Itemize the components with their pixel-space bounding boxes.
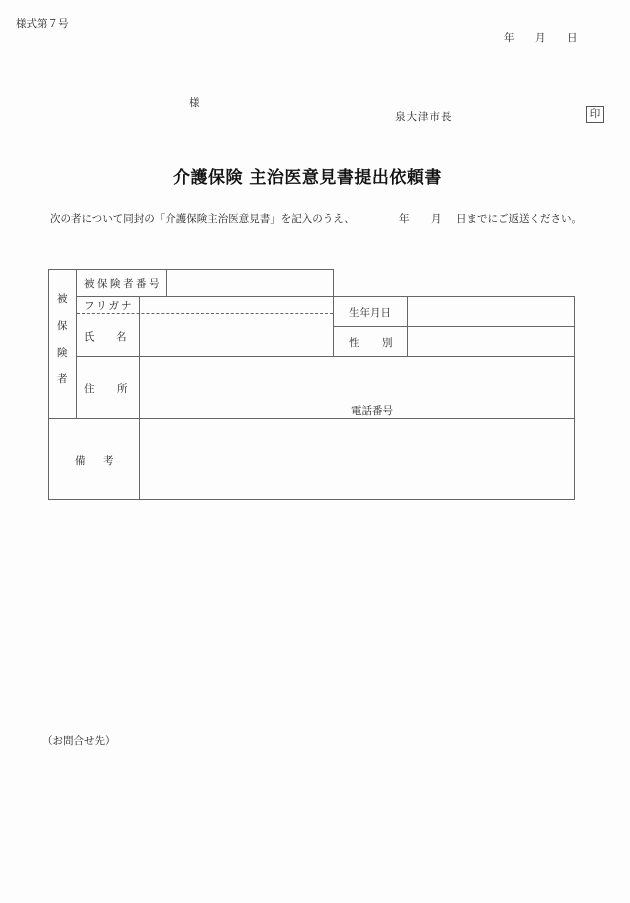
remarks-label-2: 考: [103, 455, 114, 467]
seal-mark: 印: [586, 106, 604, 123]
remarks-label-1: 備: [75, 455, 86, 467]
page-title: 介護保険 主治医意見書提出依頼書: [173, 168, 442, 188]
insured-number-label: 被保険者番号: [84, 278, 162, 290]
issuer-name: 泉大津市長: [395, 111, 453, 123]
contact-label: （お問合せ先）: [42, 735, 116, 747]
date-day-label: 日: [567, 32, 578, 44]
due-year-label: 年: [399, 213, 410, 225]
birthdate-field[interactable]: [408, 297, 574, 326]
date-year-label: 年: [504, 32, 515, 44]
remarks-field[interactable]: [140, 419, 574, 499]
date-month-label: 月: [535, 32, 546, 44]
address-label-1: 住: [84, 383, 95, 395]
phone-field[interactable]: [400, 400, 574, 417]
addressee-suffix: 様: [189, 97, 200, 109]
insured-number-field[interactable]: [167, 270, 333, 296]
name-field[interactable]: [140, 314, 333, 356]
sex-field[interactable]: [408, 327, 574, 356]
instruction-text: 次の者について同封の「介護保険主治医意見書」を記入のうえ、: [50, 213, 355, 225]
insured-group-label-3: 険: [57, 347, 68, 359]
due-month-label: 月: [431, 213, 442, 225]
sex-label-1: 性: [349, 337, 360, 349]
furigana-label: フリガナ: [84, 300, 134, 312]
phone-label: 電話番号: [351, 405, 393, 417]
address-field[interactable]: [140, 357, 574, 397]
insured-group-label-4: 者: [57, 373, 68, 385]
name-label-1: 氏: [84, 331, 95, 343]
birthdate-label: 生年月日: [349, 307, 391, 319]
due-day-text: 日までにご返送ください。: [456, 213, 582, 225]
sex-label-2: 別: [382, 337, 393, 349]
name-label-2: 名: [116, 331, 127, 343]
address-label-2: 所: [117, 383, 128, 395]
insured-group-label-1: 被: [57, 293, 68, 305]
form-number: 様式第７号: [16, 18, 69, 30]
furigana-field[interactable]: [140, 297, 333, 313]
insured-group-label-2: 保: [57, 320, 68, 332]
